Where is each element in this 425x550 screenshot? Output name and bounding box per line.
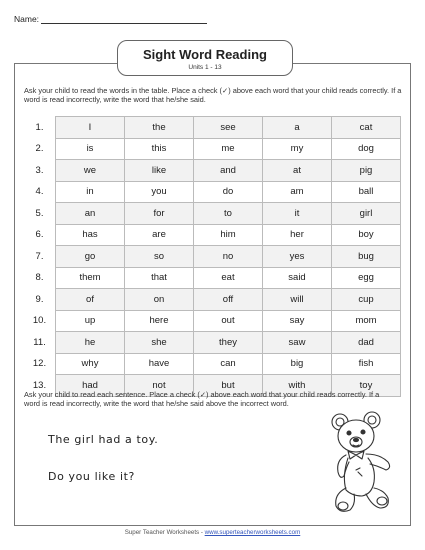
footer-brand: Super Teacher Worksheets -: [124, 529, 205, 536]
row-number: 10.: [32, 315, 47, 327]
word-cell: like: [125, 160, 194, 182]
word-cell: toy: [332, 375, 401, 397]
row-number: 2.: [35, 143, 44, 155]
word-cell: am: [263, 181, 332, 203]
word-cell: dad: [332, 332, 401, 354]
word-row: [24, 332, 401, 354]
word-cell: ball: [332, 181, 401, 203]
word-cell: do: [194, 181, 263, 203]
word-cell: she: [125, 332, 194, 354]
word-cell: them: [56, 267, 125, 289]
word-cell: boy: [332, 224, 401, 246]
word-cell: an: [56, 203, 125, 225]
word-row: [24, 138, 401, 160]
word-cell: off: [194, 289, 263, 311]
word-cell: can: [194, 353, 263, 375]
word-row: [24, 224, 401, 246]
word-cell: we: [56, 160, 125, 182]
word-cell: to: [194, 203, 263, 225]
word-cell: bug: [332, 246, 401, 268]
name-label: Name:: [14, 14, 40, 24]
word-cell: has: [56, 224, 125, 246]
word-row: [24, 267, 401, 289]
word-cell: big: [263, 353, 332, 375]
word-row: [24, 310, 401, 332]
word-cell: of: [56, 289, 125, 311]
row-number: 5.: [35, 207, 44, 219]
word-cell: on: [125, 289, 194, 311]
page-title: Sight Word Reading: [143, 47, 267, 62]
word-cell: why: [56, 353, 125, 375]
word-cell: see: [194, 117, 263, 139]
word-cell: I: [56, 117, 125, 139]
word-cell: the: [125, 117, 194, 139]
row-number: 12.: [32, 358, 47, 370]
word-cell: girl: [332, 203, 401, 225]
word-cell: mom: [332, 310, 401, 332]
word-cell: here: [125, 310, 194, 332]
footer-link[interactable]: www.superteacherworksheets.com: [204, 529, 301, 536]
word-cell: he: [56, 332, 125, 354]
table-instructions: Ask your child to read the words in the table. Place a check (✓) above each word that your child reads correctly. If a word is read incorrectly, write the word that he/she said.: [24, 86, 402, 104]
word-cell: will: [263, 289, 332, 311]
word-cell: it: [263, 203, 332, 225]
word-cell: so: [125, 246, 194, 268]
word-cell: up: [56, 310, 125, 332]
word-cell: they: [194, 332, 263, 354]
row-number: 1.: [35, 121, 44, 133]
word-table: [24, 116, 401, 397]
word-cell: me: [194, 138, 263, 160]
row-number: 7.: [35, 250, 44, 262]
word-cell: go: [56, 246, 125, 268]
word-row: [24, 246, 401, 268]
teddy-bear-illustration: [322, 410, 404, 516]
row-number: 9.: [35, 293, 44, 305]
word-cell: say: [263, 310, 332, 332]
word-cell: for: [125, 203, 194, 225]
word-cell: cat: [332, 117, 401, 139]
word-cell: cup: [332, 289, 401, 311]
word-cell: had: [56, 375, 125, 397]
sentence-instructions: Ask your child to read each sentence. Place a check (✓) above each word that your child reads correctly. If a word is read incorrectly, write the word that he/she said above the incorrect word.: [24, 390, 380, 408]
word-cell: pig: [332, 160, 401, 182]
word-cell: are: [125, 224, 194, 246]
word-cell: egg: [332, 267, 401, 289]
word-cell: this: [125, 138, 194, 160]
name-line: [14, 14, 207, 24]
word-cell: saw: [263, 332, 332, 354]
word-cell: but: [194, 375, 263, 397]
footer: [0, 529, 425, 536]
row-number: 6.: [35, 229, 44, 241]
word-cell: in: [56, 181, 125, 203]
page-subtitle: Units 1 - 13: [188, 64, 222, 71]
word-cell: you: [125, 181, 194, 203]
word-cell: my: [263, 138, 332, 160]
word-row: [24, 289, 401, 311]
row-number: 11.: [33, 336, 46, 348]
name-blank[interactable]: [41, 14, 207, 24]
word-cell: her: [263, 224, 332, 246]
word-cell: him: [194, 224, 263, 246]
word-cell: eat: [194, 267, 263, 289]
row-number: 4.: [35, 186, 44, 198]
word-cell: a: [263, 117, 332, 139]
word-cell: with: [263, 375, 332, 397]
word-cell: and: [194, 160, 263, 182]
word-row: [24, 181, 401, 203]
sentence-1: The girl had a toy.: [48, 433, 159, 446]
word-cell: dog: [332, 138, 401, 160]
title-box: [117, 40, 293, 76]
word-cell: is: [56, 138, 125, 160]
word-cell: no: [194, 246, 263, 268]
word-row: [24, 160, 401, 182]
word-row: [24, 353, 401, 375]
word-cell: said: [263, 267, 332, 289]
word-cell: fish: [332, 353, 401, 375]
word-cell: that: [125, 267, 194, 289]
word-cell: yes: [263, 246, 332, 268]
word-cell: not: [125, 375, 194, 397]
sentence-2: Do you like it?: [48, 470, 135, 483]
word-cell: have: [125, 353, 194, 375]
word-row: [24, 203, 401, 225]
row-number: 13.: [32, 379, 47, 391]
row-number: 3.: [35, 164, 44, 176]
word-cell: out: [194, 310, 263, 332]
word-row: [24, 117, 401, 139]
word-cell: at: [263, 160, 332, 182]
row-number: 8.: [35, 272, 44, 284]
